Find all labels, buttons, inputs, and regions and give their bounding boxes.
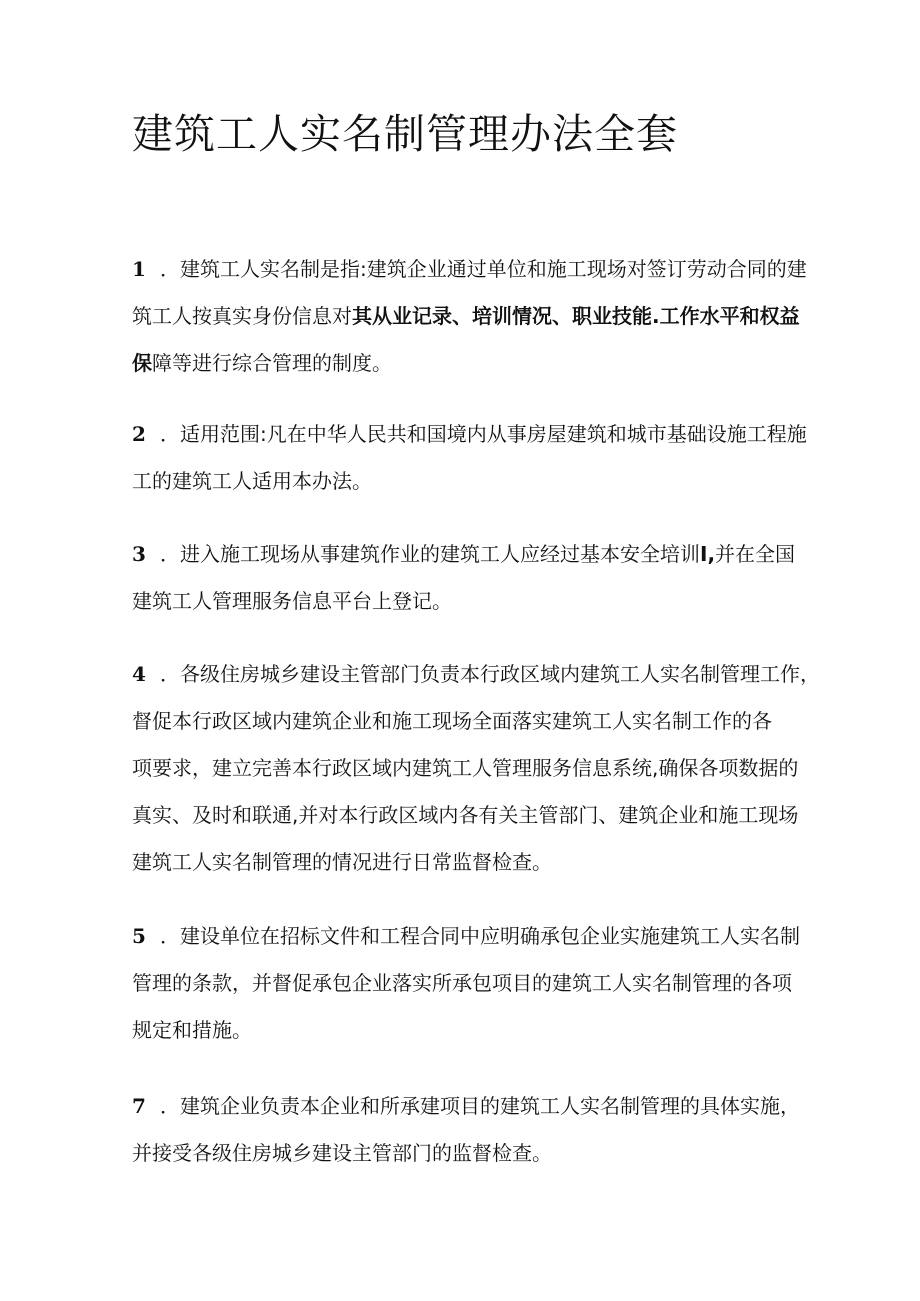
list-item-2 [132,411,807,505]
item-4-line-5: 建筑工人实名制管理的情况进行日常监督检查。 [132,850,552,874]
item-3-bold-mark: I, [700,542,716,566]
list-item-4 [132,651,820,886]
item-5-line-3: 规定和措施。 [132,1018,252,1042]
item-7-number: 7 [132,1094,146,1118]
item-5-line-2: 管理的条款，并督促承包企业落实所承包项目的建筑工人实名制管理的各项 [132,971,792,995]
list-item-5 [132,913,802,1054]
item-1-line-2: 筑工人按真实身份信息对其从业记录、培训情况、职业技能.工作水平和权益 [132,304,800,328]
list-item-1 [132,246,807,387]
item-1-bold-char: 保 [132,351,152,375]
item-3-number: 3 [132,542,146,566]
item-1-number: 1 [132,257,146,281]
item-4-line-4: 真实、及时和联通,并对本行政区域内各有关主管部门、建筑企业和施工现场 [132,803,799,827]
document-title: 建筑工人实名制管理办法全套 [132,110,678,158]
item-5-number: 5 [132,924,146,948]
item-3-line-1: 3 ．进入施工现场从事建筑作业的建筑工人应经过基本安全培训I,并在全国 [132,531,802,578]
item-7-line-2: 并接受各级住房城乡建设主管部门的监督检查。 [132,1141,552,1165]
item-1-line-1: 1 ．建筑工人实名制是指:建筑企业通过单位和施工现场对签订劳动合同的建 [132,246,802,293]
list-item-3 [132,531,802,625]
list-item-7 [132,1083,802,1177]
item-1-line-3: 保障等进行综合管理的制度。 [132,351,392,375]
item-3-line-2: 建筑工人管理服务信息平台上登记。 [132,589,452,613]
item-4-line-2: 督促本行政区域内建筑企业和施工现场全面落实建筑工人实名制工作的各 [132,709,772,733]
item-4-line-1: 4 ．各级住房城乡建设主管部门负责本行政区域内建筑工人实名制管理工作， [132,651,802,698]
item-2-line-2: 工的建筑工人适用本办法。 [132,469,372,493]
item-1-bold-phrase: 其从业记录、培训情况、职业技能.工作水平和权益 [352,304,800,328]
item-7-line-1: 7 ．建筑企业负责本企业和所承建项目的建筑工人实名制管理的具体实施， [132,1083,802,1130]
item-2-line-1: 2 ．适用范围:凡在中华人民共和国境内从事房屋建筑和城市基础设施工程施 [132,411,802,458]
item-4-line-3: 项要求，建立完善本行政区域内建筑工人管理服务信息系统,确保各项数据的 [132,756,799,780]
item-2-number: 2 [132,422,146,446]
item-5-line-1: 5 ．建设单位在招标文件和工程合同中应明确承包企业实施建筑工人实名制 [132,913,802,960]
item-4-number: 4 [132,662,146,686]
